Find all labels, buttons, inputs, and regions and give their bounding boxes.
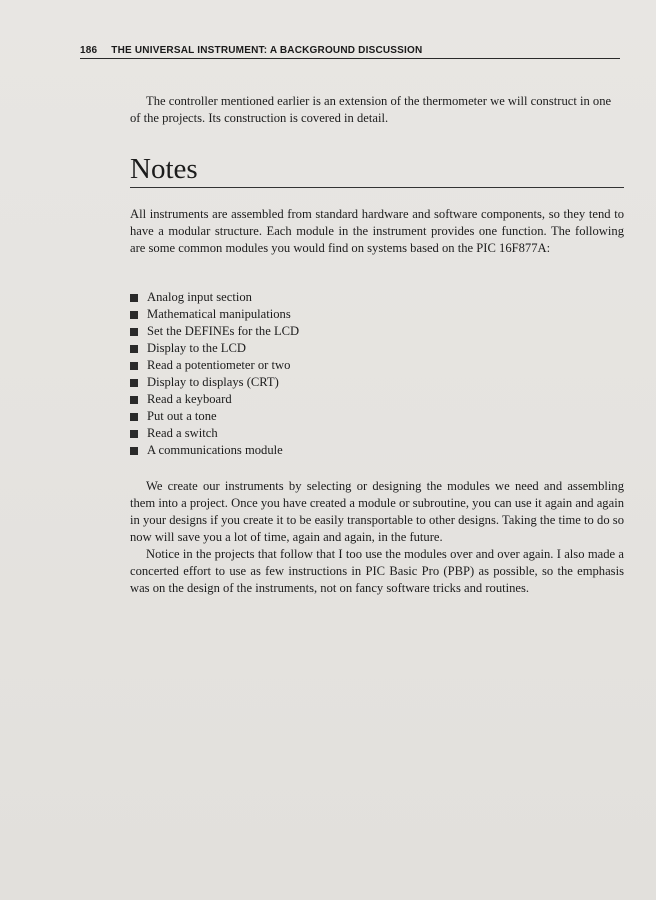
notes-paragraph xyxy=(130,206,624,257)
square-bullet-icon xyxy=(130,311,138,319)
square-bullet-icon xyxy=(130,447,138,455)
list-item xyxy=(130,391,299,408)
square-bullet-icon xyxy=(130,345,138,353)
list-item xyxy=(130,306,299,323)
list-item-label: Set the DEFINEs for the LCD xyxy=(147,324,300,338)
list-item-label: A communications module xyxy=(147,443,283,457)
running-header xyxy=(80,45,620,59)
list-item-label: Read a switch xyxy=(147,426,218,440)
square-bullet-icon xyxy=(130,328,138,336)
list-item xyxy=(130,425,299,442)
list-item xyxy=(130,340,299,357)
closing-paragraph: Notice in the projects that follow that I too use the modules over and over again. I also made a concerted effort to use as few instructions in PIC Basic Pro (PBP) as possible, so the emphasis was on the design of the instruments, not on fancy software tricks and routines. xyxy=(130,547,624,595)
list-item-label: Mathematical manipulations xyxy=(147,307,291,321)
square-bullet-icon xyxy=(130,379,138,387)
module-list xyxy=(130,289,299,459)
intro-paragraph: The controller mentioned earlier is an extension of the thermometer we will construct in one of the projects. Its construction is covered in detail. xyxy=(130,94,612,125)
list-item xyxy=(130,408,299,425)
list-item xyxy=(130,323,299,340)
list-item-label: Read a keyboard xyxy=(147,392,232,406)
square-bullet-icon xyxy=(130,294,138,302)
list-item xyxy=(130,289,299,306)
list-item-label: Analog input section xyxy=(147,290,252,304)
list-item-label: Put out a tone xyxy=(147,409,217,423)
list-item-label: Display to displays (CRT) xyxy=(147,375,279,389)
section-title: Notes xyxy=(130,152,624,188)
page-number: 186 xyxy=(80,45,98,56)
square-bullet-icon xyxy=(130,430,138,438)
running-title: THE UNIVERSAL INSTRUMENT: A BACKGROUND DISCUSSION xyxy=(111,45,423,56)
notes-paragraph-text: All instruments are assembled from standard hardware and software components, so they tend to have a modular structure. Each module in the instrument provides one function. The following are some common modules you would find on systems based on the PIC 16F877A: xyxy=(130,207,624,255)
list-item xyxy=(130,357,299,374)
square-bullet-icon xyxy=(130,413,138,421)
list-item-label: Read a potentiometer or two xyxy=(147,358,291,372)
closing-section xyxy=(130,478,624,597)
list-item xyxy=(130,442,299,459)
closing-paragraph: We create our instruments by selecting or designing the modules we need and assembling them into a project. Once you have created a module or subroutine, you can use it again and again in your designs if you create it to be easily transportable to other designs. Taking the time to do so now will save you a lot of time, again and again, in the future. xyxy=(130,479,624,544)
list-item-label: Display to the LCD xyxy=(147,341,246,355)
square-bullet-icon xyxy=(130,362,138,370)
square-bullet-icon xyxy=(130,396,138,404)
list-item xyxy=(130,374,299,391)
